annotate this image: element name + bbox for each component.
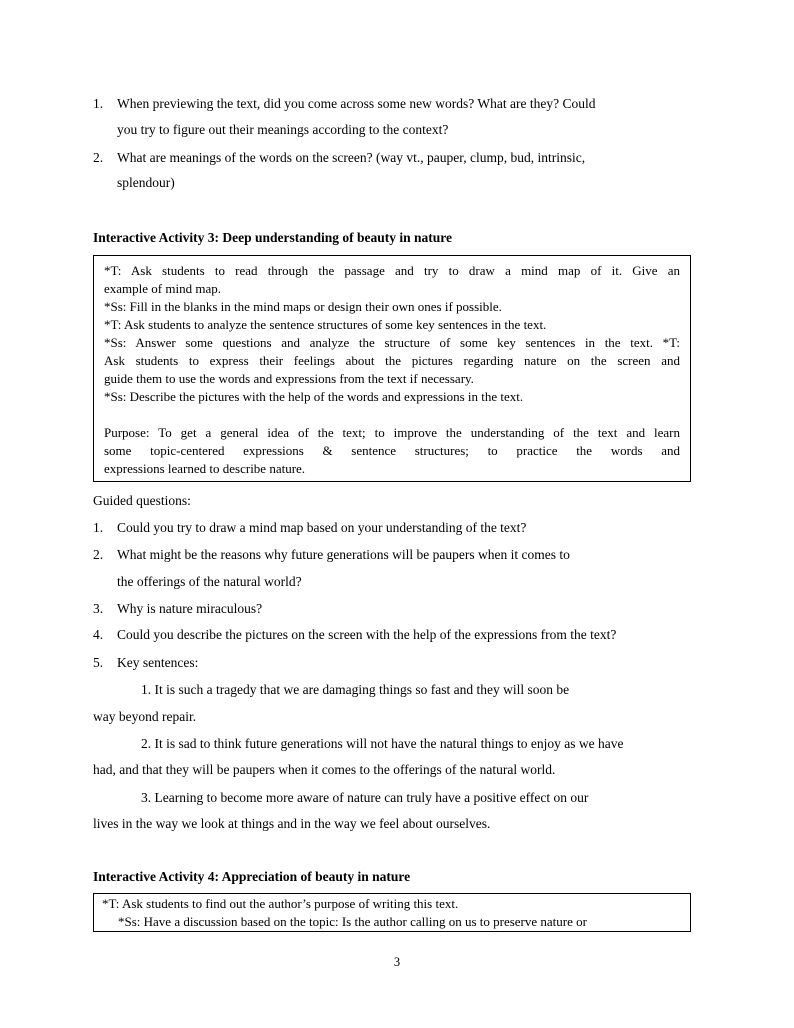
box-line: example of mind map.: [104, 281, 221, 296]
list-number: 3.: [93, 601, 104, 616]
page-number: 3: [393, 955, 401, 969]
list-text: Key sentences:: [117, 655, 199, 670]
box-line: *Ss: Fill in the blanks in the mind maps or design their own ones if possible.: [104, 299, 502, 314]
list-text: Could you describe the pictures on the screen with the help of the expressions from the text?: [117, 627, 617, 642]
purpose-line: expressions learned to describe nature.: [104, 461, 306, 476]
activity-4-heading: Interactive Activity 4: Appreciation of beauty in nature: [93, 869, 411, 884]
key-sentence-text: 1. It is such a tragedy that we are damaging things so fast and they will soon be: [141, 682, 570, 697]
list-text: When previewing the text, did you come across some new words? What are they? Could: [117, 96, 596, 111]
box-line: *T: Ask students to analyze the sentence structures of some key sentences in the text.: [104, 317, 547, 332]
key-sentence-text: 2. It is sad to think future generations will not have the natural things to enjoy as we have: [141, 736, 624, 751]
list-text-continued: the offerings of the natural world?: [117, 574, 302, 589]
purpose-line: Purpose: To get a general idea of the text; to improve the understanding of the text and learn: [104, 425, 680, 440]
list-number: 1.: [93, 520, 104, 535]
list-number: 2.: [93, 547, 104, 562]
box-line: guide them to use the words and expressions from the text if necessary.: [104, 371, 474, 386]
key-sentence-text-continued: way beyond repair.: [93, 709, 197, 724]
list-text-continued: you try to figure out their meanings according to the context?: [117, 122, 449, 137]
list-number: 5.: [93, 655, 104, 670]
box-line: *T: Ask students to find out the author’s purpose of writing this text.: [102, 896, 459, 911]
list-number: 2.: [93, 150, 104, 165]
activity-4-box: [93, 893, 691, 932]
key-sentence-text-continued: lives in the way we look at things and in the way we feel about ourselves.: [93, 816, 491, 831]
purpose-line: some topic-centered expressions & sentence structures; to practice the words and: [104, 443, 680, 458]
activity-3-box: [93, 255, 691, 482]
list-text: Why is nature miraculous?: [117, 601, 263, 616]
list-text: What are meanings of the words on the screen? (way vt., pauper, clump, bud, intrinsic,: [117, 150, 586, 165]
activity-3-heading: Interactive Activity 3: Deep understanding of beauty in nature: [93, 230, 452, 245]
box-line: *Ss: Have a discussion based on the topic: Is the author calling on us to preserve nature or: [118, 914, 587, 929]
list-text: Could you try to draw a mind map based on your understanding of the text?: [117, 520, 527, 535]
box-line: *Ss: Answer some questions and analyze the structure of some key sentences in the text. *T:: [104, 335, 680, 350]
key-sentence-text-continued: had, and that they will be paupers when it comes to the offerings of the natural world.: [93, 762, 556, 777]
list-number: 4.: [93, 627, 104, 642]
list-text-continued: splendour): [117, 175, 175, 190]
list-text: What might be the reasons why future generations will be paupers when it comes to: [117, 547, 570, 562]
list-number: 1.: [93, 96, 104, 111]
guided-questions-label: Guided questions:: [93, 493, 191, 508]
box-line: *T: Ask students to read through the passage and try to draw a mind map of it. Give an: [104, 263, 680, 278]
box-line: *Ss: Describe the pictures with the help of the words and expressions in the text.: [104, 389, 524, 404]
key-sentence-text: 3. Learning to become more aware of nature can truly have a positive effect on our: [141, 790, 589, 805]
box-line: Ask students to express their feelings about the pictures regarding nature on the screen and: [104, 353, 680, 368]
